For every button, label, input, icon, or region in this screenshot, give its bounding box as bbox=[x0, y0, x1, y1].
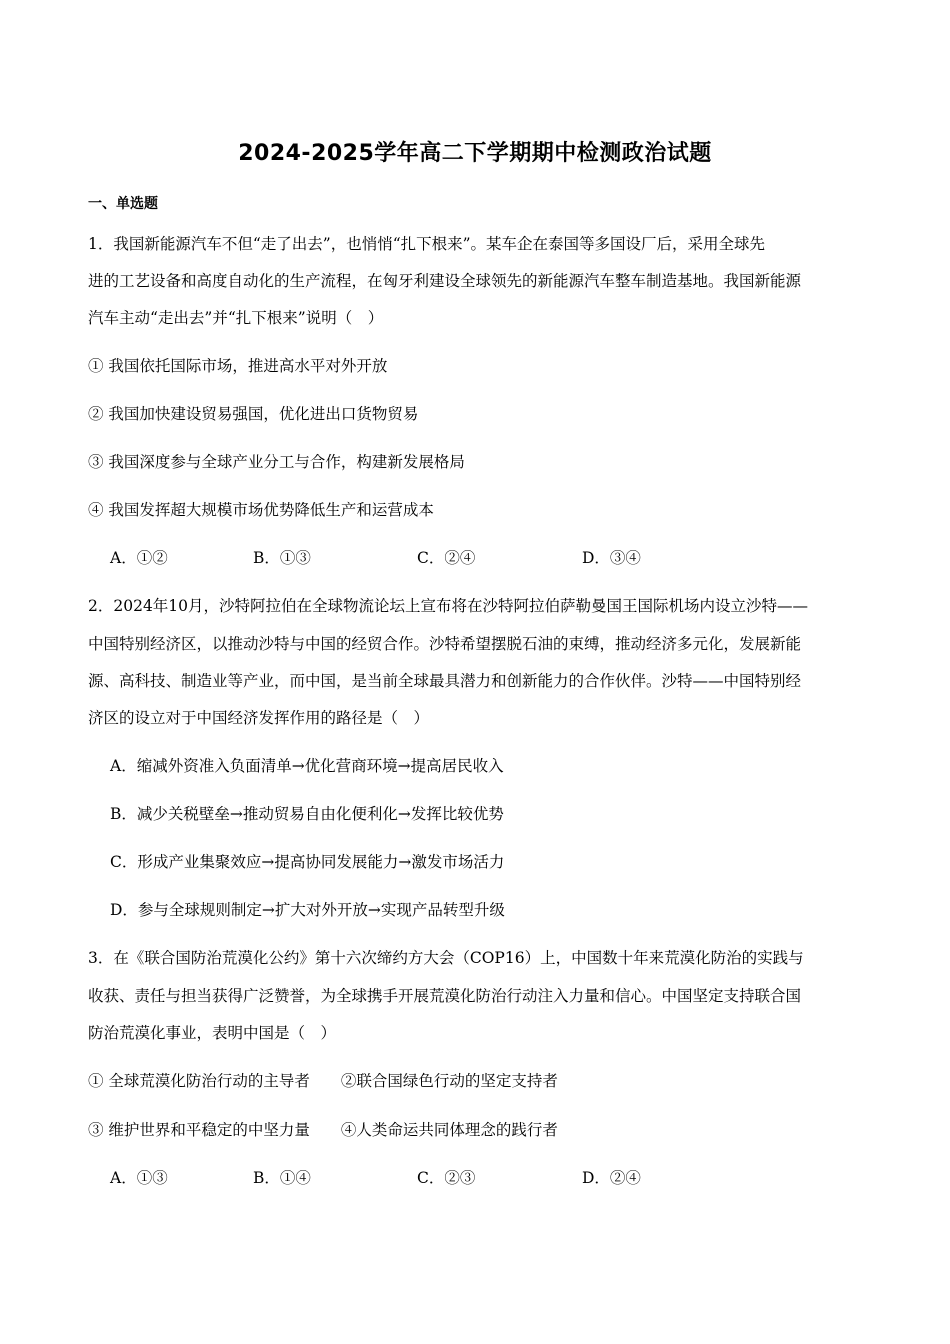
question-2-stem-line: 济区的设立对于中国经济发挥作用的路径是（ ） bbox=[88, 709, 430, 727]
question-1-statement: ④ 我国发挥超大规模市场优势降低生产和运营成本 bbox=[88, 501, 434, 519]
question-1-option-c[interactable]: C．②④ bbox=[417, 549, 476, 567]
question-1-option-a[interactable]: A．①② bbox=[110, 549, 168, 567]
question-1-option-b[interactable]: B．①③ bbox=[253, 549, 311, 567]
question-3-option-b[interactable]: B．①④ bbox=[253, 1169, 311, 1187]
question-1-stem-line: 汽车主动“走出去”并“扎下根来”说明（ ） bbox=[88, 309, 384, 327]
question-1-stem-line: 1．我国新能源汽车不但“走了出去”，也悄悄“扎下根来”。某车企在泰国等多国设厂后，采用全球先 bbox=[88, 235, 766, 253]
question-1-stem-line: 进的工艺设备和高度自动化的生产流程，在匈牙利建设全球领先的新能源汽车整车制造基地。我国新能源 bbox=[88, 272, 802, 290]
question-2-stem-line: 2．2024年10月，沙特阿拉伯在全球物流论坛上宣布将在沙特阿拉伯萨勒曼国王国际机场内设立沙特—— bbox=[88, 597, 809, 615]
question-3-option-a[interactable]: A．①③ bbox=[110, 1169, 168, 1187]
section-heading: 一、单选题 bbox=[88, 196, 158, 212]
question-2-stem-line: 中国特别经济区，以推动沙特与中国的经贸合作。沙特希望摆脱石油的束缚，推动经济多元化，发展新能 bbox=[88, 635, 802, 653]
question-3-statement: ① 全球荒漠化防治行动的主导者 ②联合国绿色行动的坚定支持者 bbox=[88, 1072, 558, 1090]
question-3-stem-line: 3．在《联合国防治荒漠化公约》第十六次缔约方大会（COP16）上，中国数十年来荒漠化防治的实践与 bbox=[88, 949, 804, 967]
page-title: 2024-2025学年高二下学期期中检测政治试题 bbox=[238, 141, 712, 166]
question-3-statement: ③ 维护世界和平稳定的中坚力量 ④人类命运共同体理念的践行者 bbox=[88, 1121, 558, 1139]
question-1-statement: ② 我国加快建设贸易强国，优化进出口货物贸易 bbox=[88, 405, 419, 423]
question-1-option-d[interactable]: D．③④ bbox=[582, 549, 641, 567]
question-2-option-d[interactable]: D．参与全球规则制定→扩大对外开放→实现产品转型升级 bbox=[110, 901, 505, 919]
question-2-option-c[interactable]: C．形成产业集聚效应→提高协同发展能力→激发市场活力 bbox=[110, 853, 505, 871]
question-3-stem-line: 防治荒漠化事业，表明中国是（ ） bbox=[88, 1024, 337, 1042]
question-1-statement: ③ 我国深度参与全球产业分工与合作，构建新发展格局 bbox=[88, 453, 465, 471]
question-2-option-a[interactable]: A．缩减外资准入负面清单→优化营商环境→提高居民收入 bbox=[110, 757, 504, 775]
question-3-stem-line: 收获、责任与担当获得广泛赞誉，为全球携手开展荒漠化防治行动注入力量和信心。中国坚定支持联合国 bbox=[88, 987, 802, 1005]
question-2-option-b[interactable]: B．减少关税壁垒→推动贸易自由化便利化→发挥比较优势 bbox=[110, 805, 504, 823]
question-3-option-d[interactable]: D．②④ bbox=[582, 1169, 641, 1187]
question-2-stem-line: 源、高科技、制造业等产业，而中国，是当前全球最具潜力和创新能力的合作伙伴。沙特——中国特别经 bbox=[88, 672, 802, 690]
question-1-statement: ① 我国依托国际市场，推进高水平对外开放 bbox=[88, 357, 388, 375]
question-3-option-c[interactable]: C．②③ bbox=[417, 1169, 476, 1187]
